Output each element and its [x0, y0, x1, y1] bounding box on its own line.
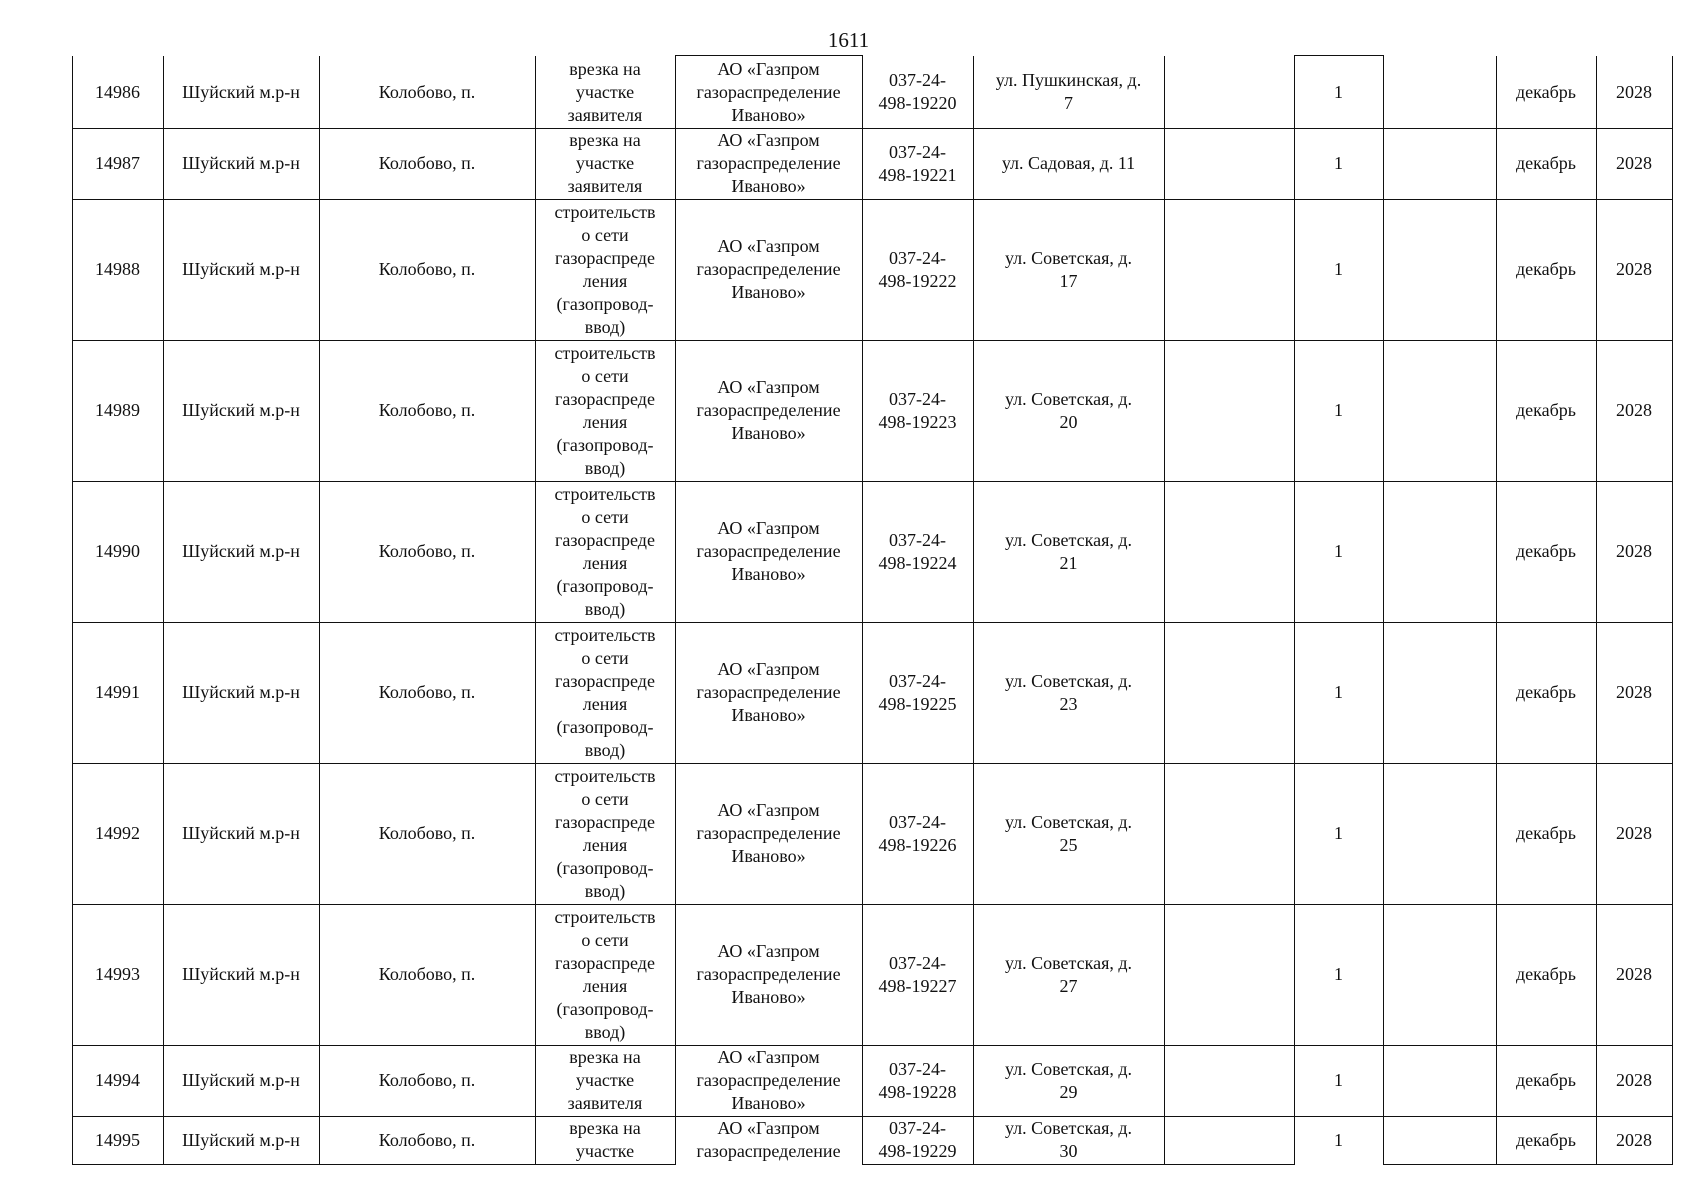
row-divider	[862, 1164, 1295, 1165]
cell-year: 2028	[1616, 81, 1652, 102]
column-divider	[163, 56, 164, 1164]
cell-num: 14993	[95, 964, 140, 984]
cell-org: АО «Газпром газораспределение Иваново»	[696, 1047, 841, 1113]
registry-table	[72, 56, 1672, 1166]
column-divider	[1164, 56, 1165, 1164]
cell-org: АО «Газпром газораспределение	[696, 1118, 841, 1161]
cell-code: 037-24- 498-19225	[878, 670, 957, 714]
cell-code: 037-24- 498-19228	[878, 1058, 957, 1102]
cell-district: Шуйский м.р-н	[182, 259, 300, 279]
cell-num: 14995	[95, 1129, 140, 1150]
cell-locality: Колобово, п.	[378, 81, 476, 102]
cell-locality: Колобово, п.	[378, 259, 476, 279]
cell-year: 2028	[1616, 964, 1652, 984]
row-divider	[72, 1164, 676, 1165]
page-number: 1611	[827, 28, 870, 52]
cell-work: строительств о сети газораспреде ления (газопровод- ввод)	[554, 201, 656, 337]
cell-year: 2028	[1616, 823, 1652, 843]
cell-qty: 1	[1334, 81, 1343, 102]
row-divider	[1383, 1164, 1673, 1165]
cell-qty: 1	[1334, 682, 1343, 702]
cell-month: декабрь	[1516, 400, 1576, 420]
cell-num: 14986	[95, 81, 140, 102]
cell-month: декабрь	[1516, 682, 1576, 702]
cell-district: Шуйский м.р-н	[182, 823, 300, 843]
cell-num: 14988	[95, 259, 140, 279]
cell-address: ул. Советская, д. 27	[1004, 952, 1133, 996]
cell-locality: Колобово, п.	[378, 682, 476, 702]
cell-code: 037-24- 498-19221	[878, 141, 957, 185]
cell-address: ул. Садовая, д. 11	[1001, 153, 1136, 173]
cell-address: ул. Советская, д. 23	[1004, 670, 1133, 714]
cell-locality: Колобово, п.	[378, 400, 476, 420]
column-divider	[1596, 56, 1597, 1164]
cell-address: ул. Советская, д. 21	[1004, 529, 1133, 573]
column-divider	[72, 56, 73, 1164]
column-divider	[1672, 56, 1673, 1164]
cell-code: 037-24- 498-19224	[878, 529, 957, 573]
cell-org: АО «Газпром газораспределение Иваново»	[696, 659, 841, 725]
cell-qty: 1	[1334, 259, 1343, 279]
cell-month: декабрь	[1516, 1129, 1576, 1150]
cell-month: декабрь	[1516, 1070, 1576, 1090]
cell-code: 037-24- 498-19222	[878, 247, 957, 291]
cell-work: строительств о сети газораспреде ления (газопровод- ввод)	[554, 624, 656, 760]
cell-year: 2028	[1616, 153, 1652, 173]
cell-year: 2028	[1616, 682, 1652, 702]
cell-address: ул. Советская, д. 29	[1004, 1058, 1133, 1102]
cell-month: декабрь	[1516, 259, 1576, 279]
cell-org: АО «Газпром газораспределение Иваново»	[696, 800, 841, 866]
cell-qty: 1	[1334, 541, 1343, 561]
cell-code: 037-24- 498-19229	[878, 1118, 957, 1161]
cell-year: 2028	[1616, 400, 1652, 420]
cell-address: ул. Советская, д. 20	[1004, 388, 1133, 432]
cell-locality: Колобово, п.	[378, 541, 476, 561]
cell-qty: 1	[1334, 1129, 1343, 1150]
cell-locality: Колобово, п.	[378, 153, 476, 173]
cell-org: АО «Газпром газораспределение Иваново»	[696, 377, 841, 443]
cell-month: декабрь	[1516, 823, 1576, 843]
column-divider	[973, 56, 974, 1164]
cell-num: 14994	[95, 1070, 140, 1090]
cell-address: ул. Пушкинская, д. 7	[995, 70, 1142, 113]
row-divider	[675, 55, 863, 56]
cell-work: строительств о сети газораспреде ления (газопровод- ввод)	[554, 765, 656, 901]
cell-org: АО «Газпром газораспределение Иваново»	[696, 518, 841, 584]
cell-org: АО «Газпром газораспределение Иваново»	[696, 941, 841, 1007]
cell-district: Шуйский м.р-н	[182, 541, 300, 561]
row-divider	[1294, 55, 1384, 56]
cell-num: 14987	[95, 153, 140, 173]
column-divider	[862, 56, 863, 1164]
cell-locality: Колобово, п.	[378, 964, 476, 984]
cell-district: Шуйский м.р-н	[182, 1129, 300, 1150]
cell-num: 14990	[95, 541, 140, 561]
cell-year: 2028	[1616, 259, 1652, 279]
column-divider	[1383, 55, 1384, 1164]
cell-month: декабрь	[1516, 964, 1576, 984]
column-divider	[535, 56, 536, 1164]
column-divider	[1496, 56, 1497, 1164]
cell-qty: 1	[1334, 400, 1343, 420]
cell-num: 14989	[95, 400, 140, 420]
cell-qty: 1	[1334, 964, 1343, 984]
cell-district: Шуйский м.р-н	[182, 682, 300, 702]
cell-code: 037-24- 498-19223	[878, 388, 957, 432]
cell-district: Шуйский м.р-н	[182, 81, 300, 102]
cell-work: врезка на участке заявителя	[567, 1047, 643, 1113]
cell-locality: Колобово, п.	[378, 1070, 476, 1090]
cell-address: ул. Советская, д. 17	[1004, 247, 1133, 291]
cell-address: ул. Советская, д. 30	[1004, 1118, 1133, 1161]
cell-address: ул. Советская, д. 25	[1004, 811, 1133, 855]
column-divider	[319, 56, 320, 1164]
cell-year: 2028	[1616, 541, 1652, 561]
cell-qty: 1	[1334, 1070, 1343, 1090]
cell-year: 2028	[1616, 1070, 1652, 1090]
cell-month: декабрь	[1516, 153, 1576, 173]
cell-locality: Колобово, п.	[378, 1129, 476, 1150]
cell-num: 14992	[95, 823, 140, 843]
cell-work: строительств о сети газораспреде ления (газопровод- ввод)	[554, 342, 656, 478]
cell-year: 2028	[1616, 1129, 1652, 1150]
cell-num: 14991	[95, 682, 140, 702]
cell-district: Шуйский м.р-н	[182, 964, 300, 984]
cell-work: врезка на участке заявителя	[567, 130, 643, 196]
column-divider	[675, 55, 676, 1164]
cell-code: 037-24- 498-19220	[878, 70, 957, 113]
cell-code: 037-24- 498-19227	[878, 952, 957, 996]
cell-district: Шуйский м.р-н	[182, 153, 300, 173]
cell-month: декабрь	[1516, 541, 1576, 561]
cell-district: Шуйский м.р-н	[182, 400, 300, 420]
cell-work: строительств о сети газораспреде ления (газопровод- ввод)	[554, 483, 656, 619]
cell-code: 037-24- 498-19226	[878, 811, 957, 855]
cell-month: декабрь	[1516, 81, 1576, 102]
cell-work: врезка на участке заявителя	[567, 58, 643, 125]
cell-org: АО «Газпром газораспределение Иваново»	[696, 236, 841, 302]
cell-district: Шуйский м.р-н	[182, 1070, 300, 1090]
cell-work: врезка на участке	[569, 1118, 641, 1161]
cell-qty: 1	[1334, 153, 1343, 173]
cell-locality: Колобово, п.	[378, 823, 476, 843]
column-divider	[1294, 55, 1295, 1164]
cell-org: АО «Газпром газораспределение Иваново»	[696, 130, 841, 196]
cell-qty: 1	[1334, 823, 1343, 843]
cell-org: АО «Газпром газораспределение Иваново»	[696, 58, 841, 125]
cell-work: строительств о сети газораспреде ления (газопровод- ввод)	[554, 906, 656, 1042]
